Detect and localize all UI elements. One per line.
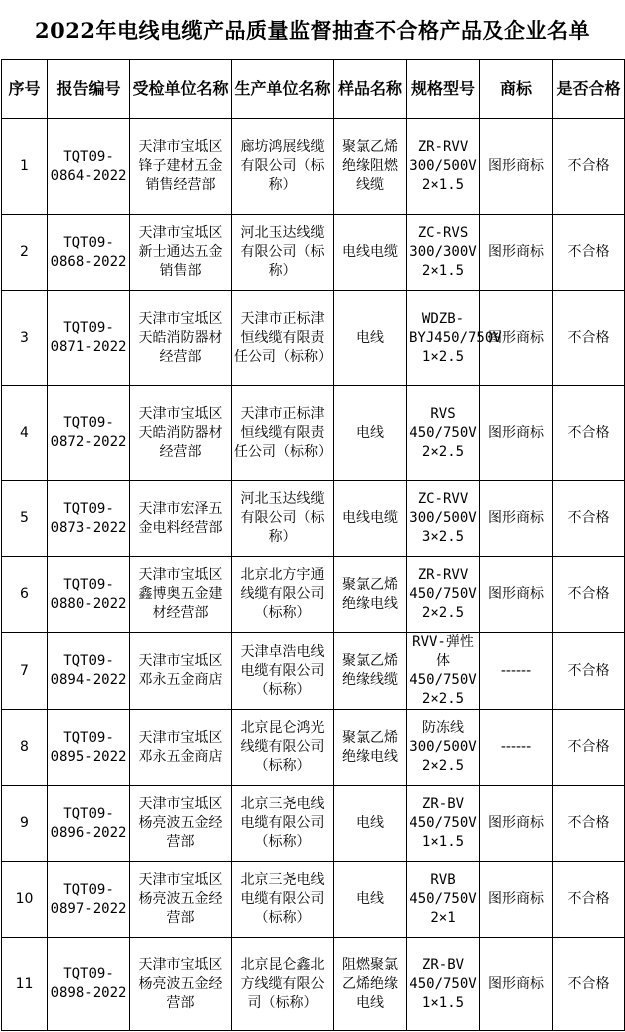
cell-inspected-unit: 天津市宝坻区锋子建材五金销售经营部 bbox=[130, 119, 232, 215]
cell-brand: 图形商标 bbox=[480, 938, 553, 1031]
cell-seq: 10 bbox=[2, 862, 48, 938]
table-row bbox=[2, 481, 625, 557]
cell-report-no: TQT09-0868-2022 bbox=[48, 215, 130, 291]
cell-inspected-unit: 天津市宝坻区邓永五金商店 bbox=[130, 710, 232, 786]
cell-report-no: TQT09-0873-2022 bbox=[48, 481, 130, 557]
page-title: 2022年电线电缆产品质量监督抽查不合格产品及企业名单 bbox=[35, 17, 590, 43]
cell-spec: ZC-RVV 300/500V 3×2.5 bbox=[407, 481, 480, 557]
cell-spec: ZR-RVV 300/500V 2×1.5 bbox=[407, 119, 480, 215]
cell-brand: ------ bbox=[480, 710, 553, 786]
cell-brand: ------ bbox=[480, 633, 553, 710]
cell-spec: RVV-弹性体 450/750V 2×2.5 bbox=[407, 633, 480, 710]
cell-spec: 防冻线 300/500V 2×2.5 bbox=[407, 710, 480, 786]
cell-result: 不合格 bbox=[553, 862, 625, 938]
table-header-row bbox=[2, 60, 625, 119]
cell-brand: 图形商标 bbox=[480, 215, 553, 291]
table-row bbox=[2, 557, 625, 633]
table-row bbox=[2, 386, 625, 481]
cell-brand: 图形商标 bbox=[480, 862, 553, 938]
cell-brand: 图形商标 bbox=[480, 481, 553, 557]
cell-seq: 1 bbox=[2, 119, 48, 215]
cell-seq: 9 bbox=[2, 786, 48, 862]
cell-spec: ZC-RVS 300/300V 2×1.5 bbox=[407, 215, 480, 291]
cell-result: 不合格 bbox=[553, 633, 625, 710]
table-row bbox=[2, 710, 625, 786]
table-row bbox=[2, 862, 625, 938]
cell-sample-name: 电线电缆 bbox=[334, 215, 407, 291]
cell-brand: 图形商标 bbox=[480, 786, 553, 862]
cell-inspected-unit: 天津市宏泽五金电料经营部 bbox=[130, 481, 232, 557]
cell-inspected-unit: 天津市宝坻区新士通达五金销售部 bbox=[130, 215, 232, 291]
cell-producer: 天津市正标津恒线缆有限责任公司（标称） bbox=[232, 386, 334, 481]
cell-seq: 2 bbox=[2, 215, 48, 291]
table-row bbox=[2, 119, 625, 215]
table-row bbox=[2, 633, 625, 710]
cell-report-no: TQT09-0894-2022 bbox=[48, 633, 130, 710]
header-result: 是否合格 bbox=[553, 60, 625, 119]
cell-producer: 北京三尧电线电缆有限公司（标称） bbox=[232, 862, 334, 938]
header-producer: 生产单位名称 bbox=[232, 60, 334, 119]
header-seq: 序号 bbox=[2, 60, 48, 119]
cell-producer: 北京三尧电线电缆有限公司（标称） bbox=[232, 786, 334, 862]
cell-spec: ZR-BV 450/750V 1×1.5 bbox=[407, 938, 480, 1031]
cell-spec: WDZB-BYJ450/750V 1×2.5 bbox=[407, 291, 480, 386]
cell-sample-name: 阻燃聚氯乙烯绝缘电线 bbox=[334, 938, 407, 1031]
cell-result: 不合格 bbox=[553, 215, 625, 291]
cell-sample-name: 电线 bbox=[334, 786, 407, 862]
cell-result: 不合格 bbox=[553, 938, 625, 1031]
cell-producer: 北京昆仑鑫北方线缆有限公司（标称） bbox=[232, 938, 334, 1031]
cell-sample-name: 电线 bbox=[334, 386, 407, 481]
header-inspected-unit: 受检单位名称 bbox=[130, 60, 232, 119]
cell-brand: 图形商标 bbox=[480, 386, 553, 481]
cell-report-no: TQT09-0897-2022 bbox=[48, 862, 130, 938]
cell-inspected-unit: 天津市宝坻区天皓消防器材经营部 bbox=[130, 291, 232, 386]
cell-sample-name: 聚氯乙烯绝缘电线 bbox=[334, 710, 407, 786]
cell-inspected-unit: 天津市宝坻区杨亮波五金经营部 bbox=[130, 862, 232, 938]
cell-inspected-unit: 天津市宝坻区天皓消防器材经营部 bbox=[130, 386, 232, 481]
cell-producer: 北京昆仑鸿光线缆有限公司（标称） bbox=[232, 710, 334, 786]
cell-report-no: TQT09-0864-2022 bbox=[48, 119, 130, 215]
cell-spec: ZR-RVV 450/750V 2×2.5 bbox=[407, 557, 480, 633]
cell-seq: 8 bbox=[2, 710, 48, 786]
cell-producer: 天津市正标津恒线缆有限责任公司（标称） bbox=[232, 291, 334, 386]
cell-seq: 11 bbox=[2, 938, 48, 1031]
cell-report-no: TQT09-0896-2022 bbox=[48, 786, 130, 862]
cell-result: 不合格 bbox=[553, 710, 625, 786]
cell-result: 不合格 bbox=[553, 291, 625, 386]
cell-producer: 北京北方宇通线缆有限公司（标称） bbox=[232, 557, 334, 633]
cell-brand: 图形商标 bbox=[480, 119, 553, 215]
cell-report-no: TQT09-0898-2022 bbox=[48, 938, 130, 1031]
cell-report-no: TQT09-0880-2022 bbox=[48, 557, 130, 633]
cell-producer: 河北玉达线缆有限公司（标称） bbox=[232, 481, 334, 557]
cell-result: 不合格 bbox=[553, 786, 625, 862]
table-row bbox=[2, 938, 625, 1031]
cell-result: 不合格 bbox=[553, 557, 625, 633]
cell-producer: 天津卓浩电线电缆有限公司（标称） bbox=[232, 633, 334, 710]
header-brand: 商标 bbox=[480, 60, 553, 119]
cell-producer: 河北玉达线缆有限公司（标称） bbox=[232, 215, 334, 291]
cell-sample-name: 聚氯乙烯绝缘线缆 bbox=[334, 633, 407, 710]
cell-brand: 图形商标 bbox=[480, 557, 553, 633]
cell-result: 不合格 bbox=[553, 119, 625, 215]
cell-inspected-unit: 天津市宝坻区杨亮波五金经营部 bbox=[130, 938, 232, 1031]
cell-spec: RVB 450/750V 2×1 bbox=[407, 862, 480, 938]
noncompliant-products-table bbox=[1, 59, 625, 1031]
cell-seq: 7 bbox=[2, 633, 48, 710]
cell-inspected-unit: 天津市宝坻区邓永五金商店 bbox=[130, 633, 232, 710]
cell-spec: ZR-BV 450/750V 1×1.5 bbox=[407, 786, 480, 862]
cell-report-no: TQT09-0872-2022 bbox=[48, 386, 130, 481]
header-sample-name: 样品名称 bbox=[334, 60, 407, 119]
cell-report-no: TQT09-0871-2022 bbox=[48, 291, 130, 386]
cell-sample-name: 电线电缆 bbox=[334, 481, 407, 557]
cell-seq: 4 bbox=[2, 386, 48, 481]
table-row bbox=[2, 786, 625, 862]
cell-spec: RVS 450/750V 2×2.5 bbox=[407, 386, 480, 481]
table-row bbox=[2, 215, 625, 291]
cell-sample-name: 聚氯乙烯绝缘电线 bbox=[334, 557, 407, 633]
header-spec: 规格型号 bbox=[407, 60, 480, 119]
cell-sample-name: 电线 bbox=[334, 862, 407, 938]
cell-inspected-unit: 天津市宝坻区杨亮波五金经营部 bbox=[130, 786, 232, 862]
cell-result: 不合格 bbox=[553, 386, 625, 481]
cell-result: 不合格 bbox=[553, 481, 625, 557]
cell-inspected-unit: 天津市宝坻区鑫博奥五金建材经营部 bbox=[130, 557, 232, 633]
header-report-no: 报告编号 bbox=[48, 60, 130, 119]
cell-sample-name: 聚氯乙烯绝缘阻燃线缆 bbox=[334, 119, 407, 215]
table-row bbox=[2, 291, 625, 386]
cell-brand: 图形商标 bbox=[480, 291, 553, 386]
cell-seq: 6 bbox=[2, 557, 48, 633]
cell-sample-name: 电线 bbox=[334, 291, 407, 386]
cell-seq: 3 bbox=[2, 291, 48, 386]
cell-seq: 5 bbox=[2, 481, 48, 557]
cell-report-no: TQT09-0895-2022 bbox=[48, 710, 130, 786]
cell-producer: 廊坊鸿展线缆有限公司（标称） bbox=[232, 119, 334, 215]
